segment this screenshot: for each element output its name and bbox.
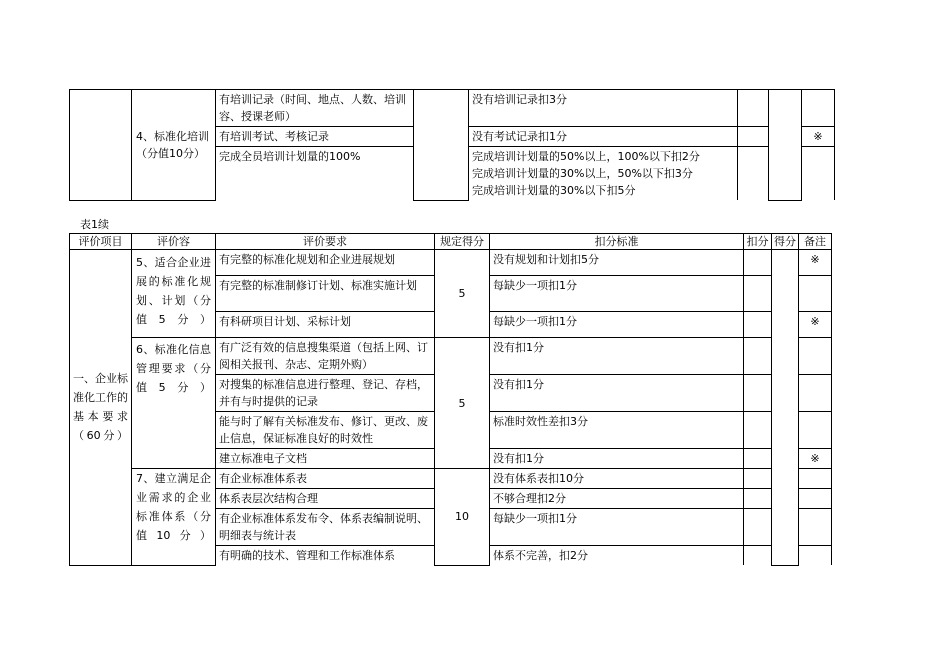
g6-remark-4: ※ [799,449,832,469]
top-std-1: 没有培训记录扣3分 [469,90,738,127]
top-std-3: 完成培训计划量的50%以上，100%以下扣2分 完成培训计划量的30%以上，50%以下扣3分 完成培训计划量的30%以下扣5分 [469,147,738,201]
header-score: 规定得分 [435,234,490,250]
g6-std-2: 没有扣1分 [490,375,744,412]
header-requirement: 评价要求 [216,234,435,250]
g6-deduct-3 [744,412,772,449]
top-deduct-1 [738,90,769,127]
g5-std-3: 每缺少一项扣1分 [490,312,744,338]
group-7-label: 7、建立满足企业需求的企业标准体系（分值10分） [132,469,216,566]
g7-remark-1 [799,469,832,489]
g7-remark-3 [799,509,832,546]
header-standard: 扣分标准 [490,234,744,250]
header-deduct: 扣分 [744,234,772,250]
top-req-3: 完成全员培训计划量的100% [216,147,414,201]
evaluation-table [69,233,832,566]
g5-req-2: 有完整的标准制修订计划、标准实施计划 [216,276,435,312]
item4-label: 4、标准化培训（分值10分） [132,90,216,201]
top-std-2: 没有考试记录扣1分 [469,127,738,147]
table-caption: 表1续 [80,218,109,231]
g6-req-2: 对搜集的标准信息进行整理、登记、存档，并有与时提供的记录 [216,375,435,412]
g5-std-2: 每缺少一项扣1分 [490,276,744,312]
g6-deduct-4 [744,449,772,469]
got-column [772,250,799,566]
g5-score: 5 [435,250,490,338]
header-item: 评价项目 [70,234,132,250]
g7-req-1: 有企业标准体系表 [216,469,435,489]
top-remark-3 [802,147,835,201]
g6-req-1: 有广泛有效的信息搜集渠道（包括上网、订阅相关报刊、杂志、定期外购） [216,338,435,375]
g7-remark-2 [799,489,832,509]
top-remark-1 [802,90,835,127]
top-got-cell [769,90,802,201]
g7-std-3: 每缺少一项扣1分 [490,509,744,546]
g7-deduct-4 [744,546,772,566]
g5-deduct-3 [744,312,772,338]
top-deduct-2 [738,127,769,147]
top-deduct-3 [738,147,769,201]
g6-std-3: 标准时效性差扣3分 [490,412,744,449]
g7-score: 10 [435,469,490,566]
g6-std-4: 没有扣1分 [490,449,744,469]
top-score-cell [414,90,469,201]
group-5-label: 5、适合企业进展的标准化规划、计划（分值5分） [132,250,216,338]
header-got: 得分 [772,234,799,250]
header-remark: 备注 [799,234,832,250]
top-continuation-table [69,89,835,201]
g6-req-4: 建立标准电子文档 [216,449,435,469]
g5-deduct-2 [744,276,772,312]
g7-deduct-1 [744,469,772,489]
g6-score: 5 [435,338,490,469]
g7-req-2: 体系表层次结构合理 [216,489,435,509]
g6-std-1: 没有扣1分 [490,338,744,375]
g7-std-2: 不够合理扣2分 [490,489,744,509]
g7-req-3: 有企业标准体系发布令、体系表编制说明、明细表与统计表 [216,509,435,546]
g7-std-4: 体系不完善，扣2分 [490,546,744,566]
group-6-label: 6、标准化信息管理要求（分值5分） [132,338,216,469]
g7-deduct-2 [744,489,772,509]
g6-req-3: 能与时了解有关标准发布、修订、更改、废止信息，保证标准良好的时效性 [216,412,435,449]
top-remark-2: ※ [802,127,835,147]
g6-remark-2 [799,375,832,412]
g5-req-3: 有科研项目计划、采标计划 [216,312,435,338]
category-cell: 一、企业标准化工作的基本要求（60分） [70,250,132,566]
g5-remark-1: ※ [799,250,832,276]
top-req-1: 有培训记录（时间、地点、人数、培训容、授课老师） [216,90,414,127]
top-req-2: 有培训考试、考核记录 [216,127,414,147]
g7-remark-4 [799,546,832,566]
g5-remark-2 [799,276,832,312]
g5-remark-3: ※ [799,312,832,338]
g7-std-1: 没有体系表扣10分 [490,469,744,489]
g6-deduct-2 [744,375,772,412]
g5-deduct-1 [744,250,772,276]
g7-deduct-3 [744,509,772,546]
header-content: 评价容 [132,234,216,250]
g7-req-4: 有明确的技术、管理和工作标准体系 [216,546,435,566]
g5-std-1: 没有规划和计划扣5分 [490,250,744,276]
g6-deduct-1 [744,338,772,375]
top-item-cell [70,90,132,201]
g6-remark-1 [799,338,832,375]
g5-req-1: 有完整的标准化规划和企业进展规划 [216,250,435,276]
g6-remark-3 [799,412,832,449]
